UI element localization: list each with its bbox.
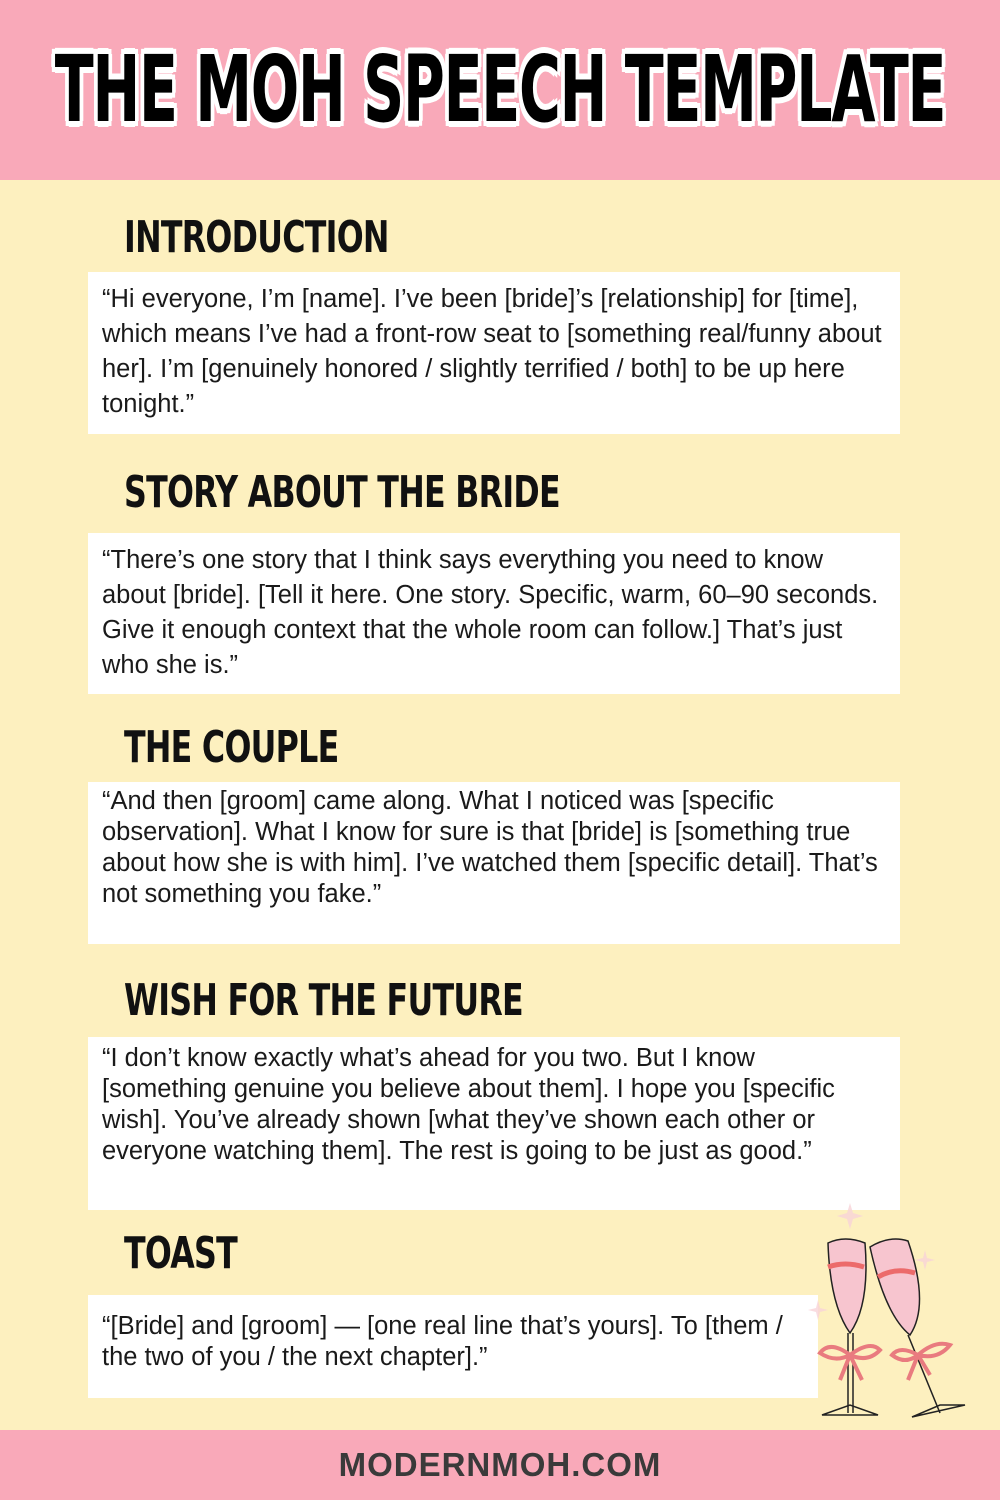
- section-heading-toast: TOAST: [124, 1228, 238, 1279]
- champagne-glasses-icon: [800, 1195, 970, 1420]
- page-title: THE MOH SPEECH TEMPLATE: [54, 36, 946, 143]
- section-text-wish: “I don’t know exactly what’s ahead for you two. But I know [something genuine you believe about them]. I hope you [specific wish]. You’ve already shown [what they’ve shown each other or everyone watching them]. The rest is going to be just as good.”: [88, 1037, 900, 1210]
- section-heading-story: STORY ABOUT THE BRIDE: [124, 467, 560, 518]
- section-text-toast: “[Bride] and [groom] — [one real line that’s yours]. To [them / the two of you / the next chapter].”: [88, 1295, 818, 1398]
- header-banner: [0, 0, 1000, 180]
- section-text-introduction: “Hi everyone, I’m [name]. I’ve been [bride]’s [relationship] for [time], which means I’ve had a front-row seat to [something real/funny about her]. I’m [genuinely honored / slightly terrified / both] to be up here tonight.”: [88, 272, 900, 434]
- section-text-couple: “And then [groom] came along. What I noticed was [specific observation]. What I know for sure is that [bride] is [something true about how she is with him]. I’ve watched them [specific detail]. That’s not something you fake.”: [88, 782, 900, 944]
- footer-website[interactable]: MODERNMOH.COM: [338, 1446, 662, 1483]
- section-heading-couple: THE COUPLE: [124, 722, 339, 773]
- section-heading-introduction: INTRODUCTION: [124, 212, 389, 263]
- section-text-story: “There’s one story that I think says everything you need to know about [bride]. [Tell it here. One story. Specific, warm, 60–90 seconds. Give it enough context that the whole room can follow.] That’s just who she is.”: [88, 533, 900, 694]
- footer-banner: [0, 1430, 1000, 1500]
- section-heading-wish: WISH FOR THE FUTURE: [124, 975, 523, 1026]
